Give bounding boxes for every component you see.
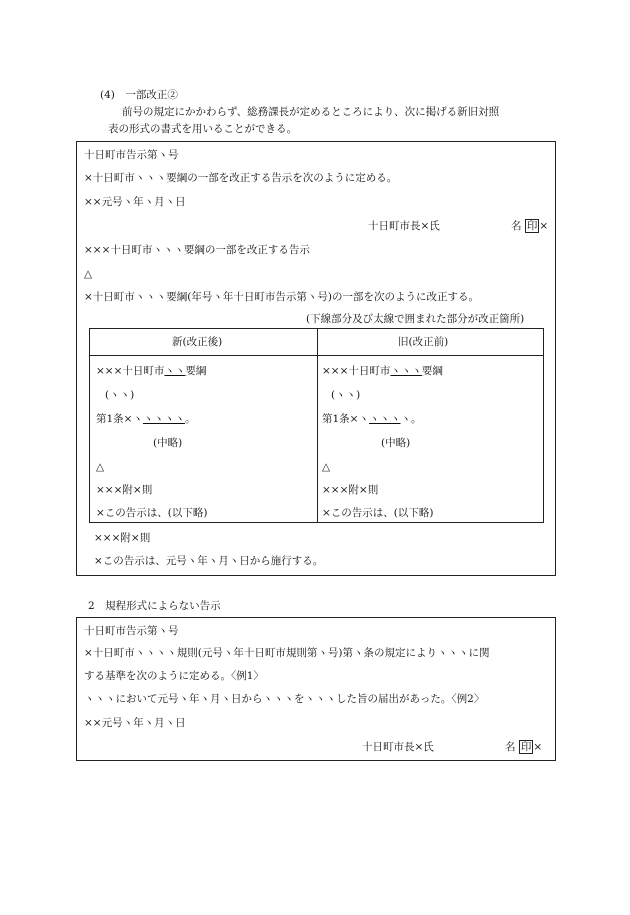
underlined-text: ヽヽヽ xyxy=(390,365,422,377)
seal-box: 印 xyxy=(520,741,532,753)
text: 要綱 xyxy=(421,365,443,377)
name-label: 名 xyxy=(505,741,516,753)
section-2-heading: 2 規程形式によらない告示 xyxy=(88,600,221,612)
text: 第1条×ヽ xyxy=(96,413,143,425)
mayor-name: 十日町市長×氏 xyxy=(368,220,440,232)
supplementary-provisions: ×××附×則 xyxy=(94,532,151,544)
name-label: 名 xyxy=(511,220,522,232)
rule-text-line-1: ×十日町市ヽヽヽヽ規則(元号ヽ年十日町市規則第ヽ号)第ヽ条の規定によりヽヽヽに関 xyxy=(84,647,490,659)
old-triangle: △ xyxy=(322,461,331,473)
old-effect: ×この告示は、(以下略) xyxy=(322,507,434,519)
text: ヽ。 xyxy=(400,413,422,425)
new-triangle: △ xyxy=(96,461,105,473)
rule-text-line-3: ヽヽヽにおいて元号ヽ年ヽ月ヽ日からヽヽヽをヽヽヽした旨の届出があった。〈例2〉 xyxy=(84,693,485,705)
decree-text: ×十日町市ヽヽヽ要綱の一部を改正する告示を次のように定める。 xyxy=(84,172,398,184)
signature-block xyxy=(511,219,548,233)
notice-date: ××元号ヽ年ヽ月ヽ日 xyxy=(84,717,186,729)
new-supplementary: ×××附×則 xyxy=(96,484,153,496)
column-header-new: 新(改正後) xyxy=(172,336,223,348)
seal-suffix: × xyxy=(533,741,543,753)
amendment-note: (下線部分及び太線で囲まれた部分が改正箇所) xyxy=(306,313,525,325)
mayor-name: 十日町市長×氏 xyxy=(362,741,434,753)
text: 第1条×ヽ xyxy=(322,413,369,425)
table-divider xyxy=(317,329,318,522)
text: 。 xyxy=(184,413,196,425)
non-regulation-notice-box xyxy=(76,617,556,761)
new-line-3 xyxy=(96,412,195,426)
old-line-2: (ヽヽ) xyxy=(331,389,361,401)
seal-box: 印 xyxy=(526,220,538,232)
new-line-2: (ヽヽ) xyxy=(105,389,135,401)
text: ×××十日町市 xyxy=(96,365,165,377)
triangle-mark: △ xyxy=(84,268,93,280)
new-omitted: (中略) xyxy=(153,437,183,449)
notice-number: 十日町市告示第ヽ号 xyxy=(84,625,179,637)
signature-block xyxy=(505,740,542,754)
text: ×××十日町市 xyxy=(322,365,391,377)
old-line-1 xyxy=(322,364,443,378)
notice-date: ××元号ヽ年ヽ月ヽ日 xyxy=(84,196,186,208)
text: 要綱 xyxy=(185,365,207,377)
new-effect: ×この告示は、(以下略) xyxy=(96,507,208,519)
underlined-text: ヽヽヽ xyxy=(368,413,401,425)
table-header-rule xyxy=(90,355,543,356)
old-omitted: (中略) xyxy=(381,437,411,449)
notice-title: ×××十日町市ヽヽヽ要綱の一部を改正する告示 xyxy=(84,244,310,256)
section-heading: (4) 一部改正② xyxy=(100,89,178,101)
notice-number: 十日町市告示第ヽ号 xyxy=(84,149,179,161)
intro-line-2: 表の形式の書式を用いることができる。 xyxy=(108,123,297,135)
effective-date: ×この告示は、元号ヽ年ヽ月ヽ日から施行する。 xyxy=(94,555,324,567)
column-header-old: 旧(改正前) xyxy=(398,336,449,348)
new-line-1 xyxy=(96,364,206,378)
old-line-3 xyxy=(322,412,421,426)
intro-line-1: 前号の規定にかかわらず、総務課長が定めるところにより、次に掲げる新旧対照 xyxy=(122,106,500,118)
old-supplementary: ×××附×則 xyxy=(322,484,379,496)
underlined-text: ヽヽ xyxy=(164,365,186,377)
seal-suffix: × xyxy=(539,220,549,232)
amend-text: ×十日町市ヽヽヽ要綱(年号ヽ年十日町市告示第ヽ号)の一部を次のように改正する。 xyxy=(84,291,479,303)
rule-text-line-2: する基準を次のように定める。〈例1〉 xyxy=(84,670,264,682)
underlined-text: ヽヽヽヽ xyxy=(142,413,185,425)
